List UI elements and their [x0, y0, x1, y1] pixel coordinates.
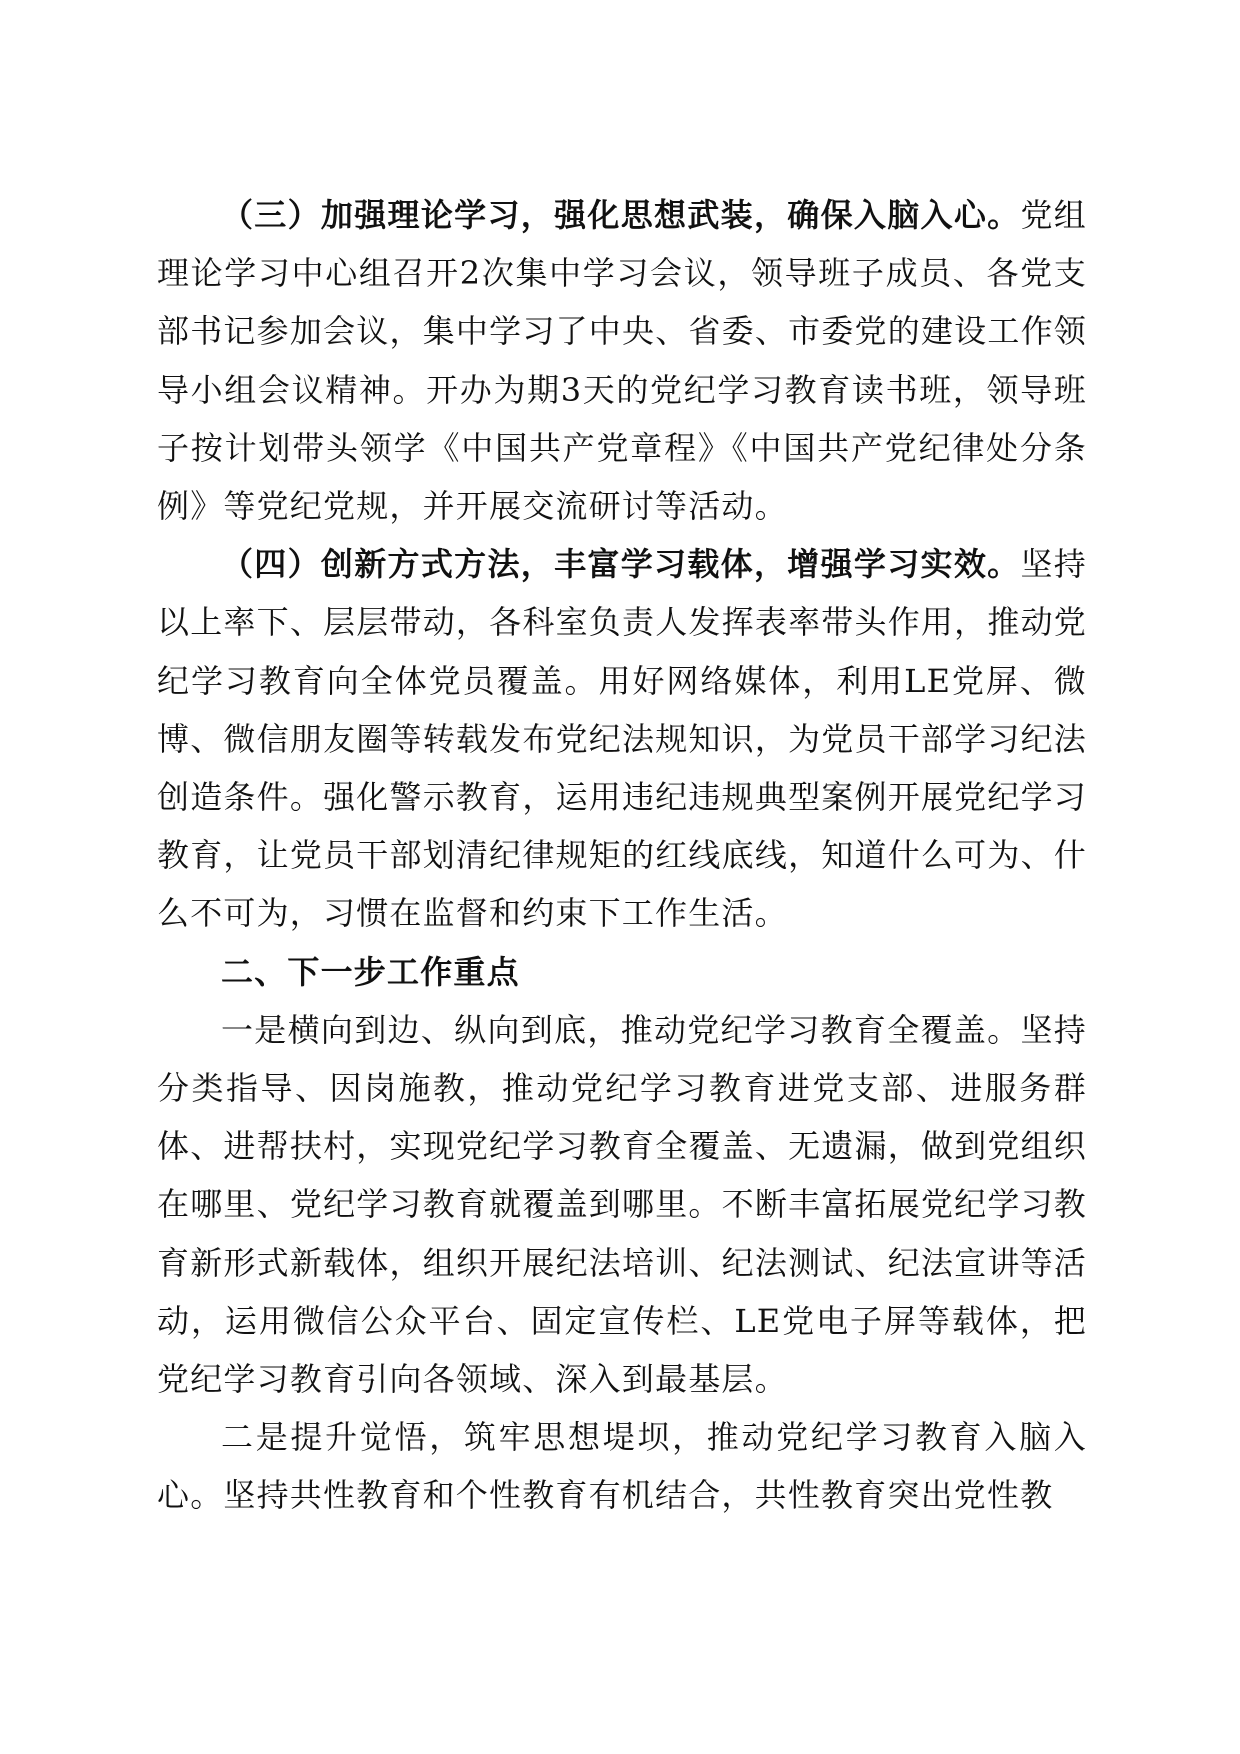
- document-body: [157, 186, 1087, 1525]
- section-heading: 二、下一步工作重点: [221, 952, 520, 991]
- paragraph-body-text: 坚持以上率下、层层带动，各科室负责人发挥表率带头作用，推动党纪学习教育向全体党员覆盖。用好网络媒体，利用LE党屏、微博、微信朋友圈等转载发布党纪法规知识，为党员干部学习纪法创造条件。强化警示教育，运用违纪违规典型案例开展党纪学习教育，让党员干部划清纪律规矩的红线底线，知道什么可为、什么不可为，习惯在监督和约束下工作生活。: [157, 545, 1087, 933]
- paragraph-four: [157, 535, 1087, 942]
- paragraph-three: [157, 186, 1087, 535]
- paragraph-lead-heading: （四）创新方式方法，丰富学习载体，增强学习实效。: [221, 545, 1021, 584]
- paragraph-lead-heading: （三）加强理论学习，强化思想武装，确保入脑入心。: [221, 196, 1021, 234]
- paragraph-body-text: 党组理论学习中心组召开2次集中学习会议，领导班子成员、各党支部书记参加会议，集中学习了中央、省委、市委党的建设工作领导小组会议精神。开办为期3天的党纪学习教育读书班，领导班子按计划带头领学《中国共产党章程》《中国共产党纪律处分条例》等党纪党规，并开展交流研讨等活动。: [157, 196, 1087, 526]
- next-step-paragraph-one: 一是横向到边、纵向到底，推动党纪学习教育全覆盖。坚持分类指导、因岗施教，推动党纪学习教育进党支部、进服务群体、进帮扶村，实现党纪学习教育全覆盖、无遗漏，做到党组织在哪里、党纪学习教育就覆盖到哪里。不断丰富拓展党纪学习教育新形式新载体，组织开展纪法培训、纪法测试、纪法宣讲等活动，运用微信公众平台、固定宣传栏、LE党电子屏等载体，把党纪学习教育引向各领域、深入到最基层。: [157, 1010, 1087, 1399]
- next-step-paragraph-two: 二是提升觉悟，筑牢思想堤坝，推动党纪学习教育入脑入心。坚持共性教育和个性教育有机结合，共性教育突出党性教: [157, 1418, 1087, 1515]
